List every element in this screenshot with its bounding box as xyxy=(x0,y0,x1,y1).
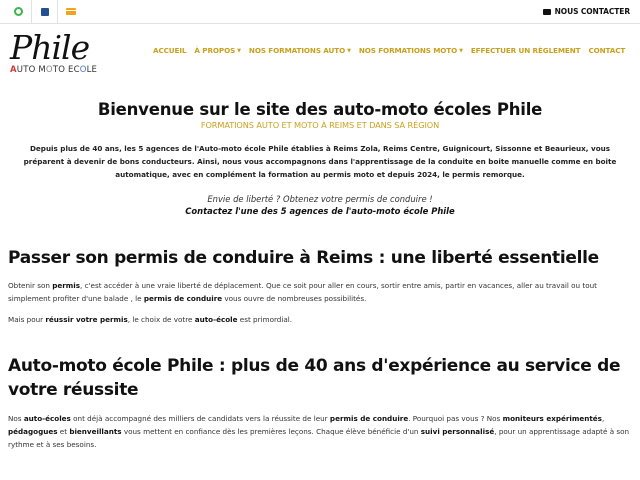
nous-contacter-label: NOUS CONTACTER xyxy=(554,7,630,16)
whatsapp-icon xyxy=(14,7,23,16)
paragraph: Mais pour réussir votre permis, le choix de votre auto-école est primordial. xyxy=(8,315,293,324)
facebook-icon xyxy=(41,8,49,16)
nav-contact[interactable]: CONTACT xyxy=(588,46,626,55)
nav-a-propos[interactable]: À PROPOS ▼ xyxy=(194,46,241,55)
chevron-down-icon: ▼ xyxy=(459,48,463,54)
logo-script: Phile xyxy=(10,28,90,67)
cta-line-2: Contactez l'une des 5 agences de l'auto-moto école Phile xyxy=(185,206,455,216)
whatsapp-link[interactable] xyxy=(6,0,32,24)
cta-block xyxy=(0,193,640,217)
top-bar xyxy=(0,0,640,24)
header xyxy=(0,24,640,86)
envelope-icon xyxy=(543,9,551,15)
nav-formations-auto[interactable]: NOS FORMATIONS AUTO ▼ xyxy=(248,46,351,55)
nav-accueil[interactable]: ACCUEIL xyxy=(153,46,187,55)
section-heading: Auto-moto école Phile : plus de 40 ans d'expérience au service de votre réussite xyxy=(8,356,621,400)
cta-line-1: Envie de liberté ? Obtenez votre permis de conduire ! xyxy=(207,194,433,204)
welcome-section xyxy=(0,100,640,130)
section-experience xyxy=(0,354,640,451)
facebook-link[interactable] xyxy=(32,0,58,24)
nav-reglement[interactable]: EFFECTUER UN RÈGLEMENT xyxy=(470,46,581,55)
paragraph: Nos auto-écoles ont déjà accompagné des milliers de candidats vers la réussite de leur permis de conduire. Pourquoi pas vous ? Nos moniteurs expérimentés, pédagogues et bienveillants vous mettent en confiance dès les premières leçons. Chaque élève bénéficie d'un suivi personnalisé, pour un apprentissage adapté à son rythme et à ses besoins. xyxy=(8,414,630,449)
logo-subtitle: AUTO MOTO ECOLE xyxy=(10,65,98,75)
logo[interactable] xyxy=(10,28,98,75)
main-nav xyxy=(153,46,625,55)
nav-formations-moto[interactable]: NOS FORMATIONS MOTO ▼ xyxy=(358,46,463,55)
page-title: Bienvenue sur le site des auto-moto écoles Phile xyxy=(97,100,543,119)
paragraph: Obtenir son permis, c'est accéder à une vraie liberté de déplacement. Que ce soit pour aller en cours, sortir entre amis, partir en vacances, aller au travail ou tout simplement profiter d'une balade , le permis de conduire vous ouvre de nombreuses possibilités. xyxy=(8,281,597,303)
payment-card-icon xyxy=(66,8,76,15)
section-permis-reims xyxy=(0,247,640,326)
intro-text: Depuis plus de 40 ans, les 5 agences de l'Auto-moto école Phile établies à Reims Zola, Reims Centre, Guignicourt, Sissonne et Beaurieux, vous préparent à devenir de bons conducteurs. Ainsi, nous vous accompagnons dans l'apprentissage de la conduite en boite manuelle comme en boite automatique, avec en complément la formation au permis moto et depuis 2024, le permis remorque. xyxy=(23,144,617,179)
chevron-down-icon: ▼ xyxy=(347,48,351,54)
payment-link[interactable] xyxy=(58,0,84,24)
nous-contacter-link[interactable] xyxy=(543,7,630,16)
section-heading: Passer son permis de conduire à Reims : une liberté essentielle xyxy=(8,248,599,268)
chevron-down-icon: ▼ xyxy=(237,48,241,54)
tagline: FORMATIONS AUTO ET MOTO À REIMS ET DANS SA RÉGION xyxy=(200,120,440,130)
